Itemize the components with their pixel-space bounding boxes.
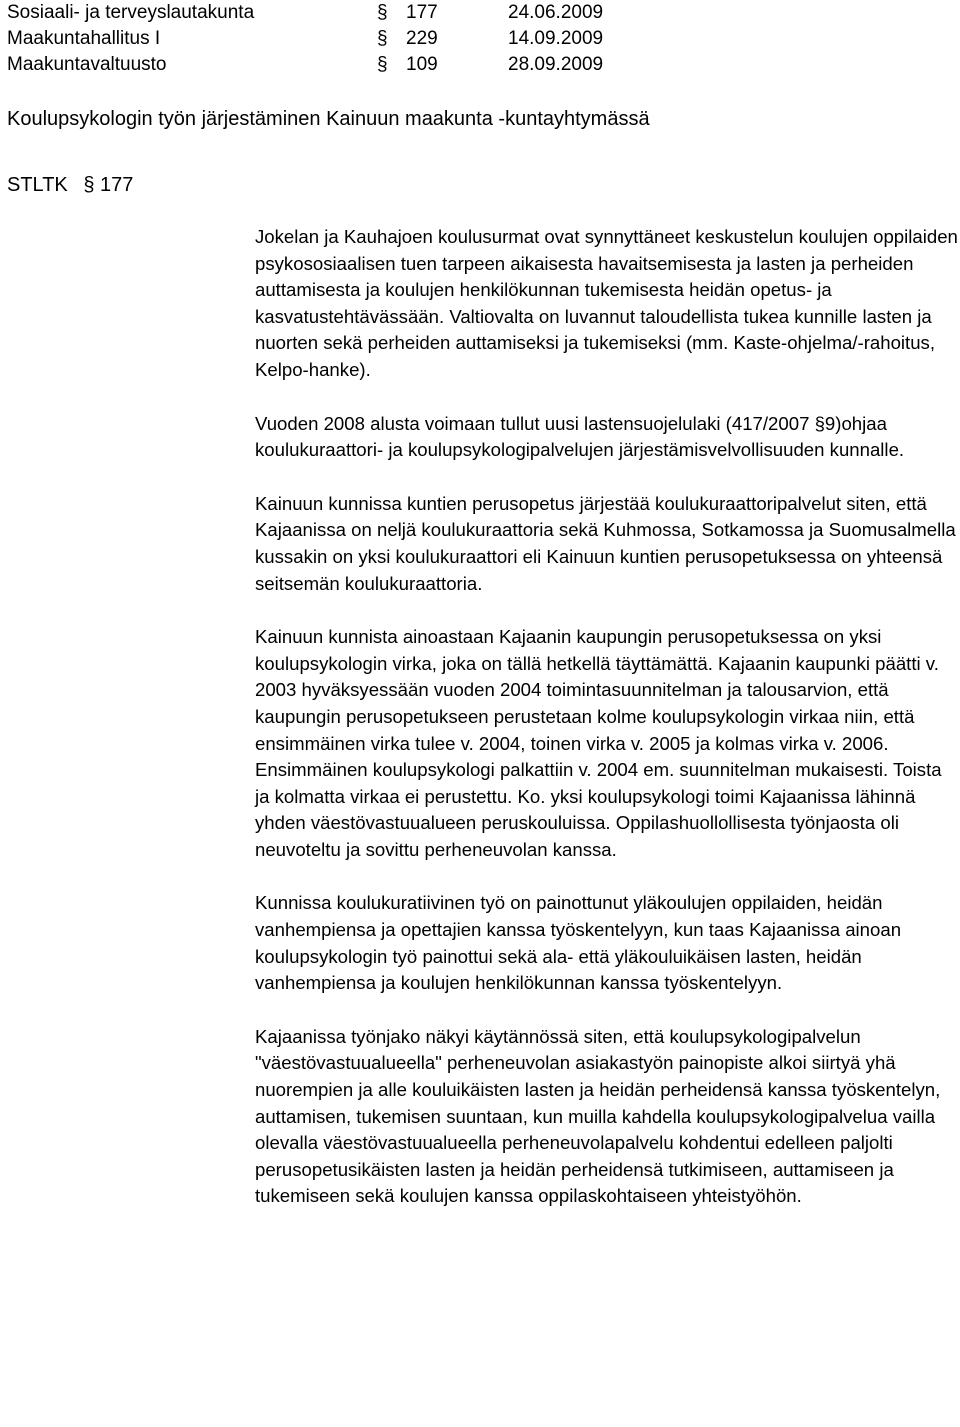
document-body (255, 224, 958, 1210)
meeting-date: 28.09.2009 (508, 54, 604, 75)
section-number: 109 (406, 54, 438, 75)
section-sign: § (377, 28, 388, 49)
section-sign: § (377, 54, 388, 75)
section-number: 229 (406, 28, 438, 49)
body-paragraph: Kainuun kunnista ainoastaan Kajaanin kaupungin perusopetuksessa on yksi koulupsykologin virka, joka on tällä hetkellä täyttämättä. Kajaanin kaupunki päätti v. 2003 hyväksyessään vuoden 2004 toimintasuunnitelman ja talousarvion, että kaupungin perusopetukseen perustetaan kolme koulupsykologin virkaa niin, että ensimmäinen virka tulee v. 2004, toinen virka v. 2005 ja kolmas virka v. 2006. Ensimmäinen koulupsykologi palkattiin v. 2004 em. suunnitelman mukaisesti. Toista ja kolmatta virkaa ei perustettu. Ko. yksi koulupsykologi toimi Kajaanissa lähinnä yhden väestövastuualueen peruskouluissa. Oppilashuollollisesta työnjaosta oli neuvoteltu ja sovittu perheneuvolan kanssa. (255, 626, 942, 860)
section-sign: § (83, 174, 95, 196)
section-number: 177 (406, 2, 438, 23)
meeting-row (7, 0, 707, 26)
body-paragraph: Kainuun kunnissa kuntien perusopetus järjestää koulukuraattoripalvelut siten, että Kajaanissa on neljä koulukuraattoria sekä Kuhmossa, Sotkamossa ja Suomusalmella kussakin on yksi koulukuraattori eli Kainuun kuntien perusopetuksessa on yhteensä seitsemän koulukuraattoria. (255, 492, 956, 594)
body-paragraph: Jokelan ja Kauhajoen koulusurmat ovat synnyttäneet keskustelun koulujen oppilaiden psykososiaalisen tuen tarpeen aikaisesta havaitsemisesta ja lasten ja perheiden auttamisesta ja koulujen henkilökunnan tukemisesta heidän opetus- ja kasvatustehtävässään. Valtiovalta on luvannut taloudellista tukea kunnille lasten ja nuorten sekä perheiden auttamiseksi ja tukemiseksi (mm. Kaste-ohjelma/-rahoitus, Kelpo-hanke). (255, 226, 958, 380)
meeting-date: 24.06.2009 (508, 2, 604, 23)
body-paragraph: Kunnissa koulukuratiivinen työ on painottunut yläkoulujen oppilaiden, heidän vanhempiensa ja opettajien kanssa työskentelyyn, kun taas Kajaanissa ainoan koulupsykologin työ painottui sekä ala- että yläkouluikäisen lasten, heidän vanhempiensa ja koulujen henkilökunnan kanssa työskentelyyn. (255, 892, 902, 994)
section-reference (7, 172, 133, 198)
meeting-reference-header (7, 0, 707, 78)
body-paragraph: Kajaanissa työnjako näkyi käytännössä siten, että koulupsykologipalvelun "väestövastuualueella" perheneuvolan asiakastyön painopiste alkoi siirtyä yhä nuorempien ja alle kouluikäisten lasten ja heidän perheidensä kanssa työskentelyn, auttamisen, tukemisen suuntaan, kun muilla kahdella koulupsykologipalvelua vailla olevalla väestövastuualueella perheneuvolapalvelu kohdentui edelleen paljolti perusopetusikäisten lasten ja heidän perheidensä tutkimiseen, auttamiseen ja tukemiseen sekä koulujen kanssa oppilaskohtaiseen yhteistyöhön. (255, 1025, 941, 1207)
body-paragraph: Vuoden 2008 alusta voimaan tullut uusi lastensuojelulaki (417/2007 §9)ohjaa koulukuraattori- ja koulupsykologipalvelujen järjestämisvelvollisuuden kunnalle. (255, 412, 905, 461)
meeting-row (7, 52, 707, 78)
decision-body-name: Sosiaali- ja terveyslautakunta (7, 2, 255, 23)
meeting-row (7, 26, 707, 52)
decision-body-name: Maakuntavaltuusto (7, 54, 167, 75)
section-sign: § (377, 2, 388, 23)
meeting-date: 14.09.2009 (508, 28, 604, 49)
section-number: 177 (100, 174, 134, 196)
decision-body-name: Maakuntahallitus I (7, 28, 161, 49)
section-label: STLTK (7, 174, 68, 196)
document-title: Koulupsykologin työn järjestäminen Kainuun maakunta -kuntayhtymässä (7, 108, 650, 130)
